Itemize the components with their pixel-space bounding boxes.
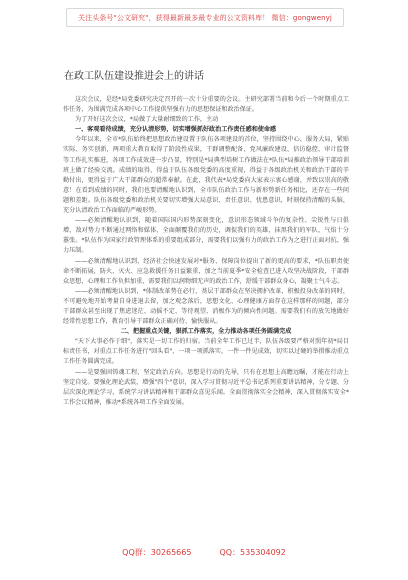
body-paragraph: ——必须清醒地认识到，*体制改革势在必行，基层干部群众在坚决拥护改革、积极投身改革的同时，不可避免地开始考量自身进退去留，加之观念落后，思想文化、心理健康方面存在这样那样的问题，部分干部群众甚至出现了焦虑迷茫、动摇不定、等待观望、消极作为的倾向性问题。需要我们有的放矢地做好经常性思想工作，教育引导干部群众正确对待、愉快服从。 <box>63 287 349 326</box>
body-paragraph: 为了开好这次会议，*局做了大量耐细致的工作，主动 <box>75 116 219 124</box>
body-paragraph: ——是要强固铸魂工程，坚定政治方向。思想是行动的先导，只有在思想上高瞻远瞩，才能在行动上坚定自觉。要强化理论武装，增强"四个"意识，深入学习贯彻习近平总书记系列重要讲话精神，分专题、分层次深化理论学习，系统学习讲话精神和干部群众喜见乐闻。全面贯彻落实全会精神，深入贯彻落实安全*工作会议精神，推动*系统各项工作全面发展。 <box>63 368 349 406</box>
body-paragraph: ——必须清醒地认识到，经济社会快速发展对*服务、保障岗位提出了新的更高的要求，*队伍职责使命不断拓展，防火、灭火、应急救援任务日益繁重，加之当前夏季*安全检查已进入攻坚决战阶段，干部群众思想，心理和工作负担加重，需要我们以润物细无声的政治工作，舒缓干部群众身心，凝聚士气斗志。 <box>63 257 349 285</box>
body-paragraph: 这次会议，是经*局党委研究决定召开的一次十分重要的会议。主研究部署当前和今后一个时期重点工作任务，为围满完成各项中心工作提供坚强有力的思想保证和政治保证。 <box>63 96 349 114</box>
document-body <box>63 95 349 535</box>
footer-contact <box>0 547 408 561</box>
promo-banner <box>66 8 344 27</box>
document-title: 在政工队伍建设推进会上的讲话 <box>64 71 204 82</box>
footer-qq: QQ：535304092 <box>219 548 286 557</box>
promo-banner-text: 关注头条号"公文研究"，获得最新最多最专业的公文资料库！ 微信：gongwenyj <box>78 13 332 22</box>
body-paragraph: "天下大事必作于细"，落实是一切工作的归宿。当前全年工作已过半，队伍各级要严格对照年初*局目标责任书，对重点工作任务进行"回头看"，一项一项抓落实，一件一件见成效，切实以过硬的举措推动重点工作任务圆满完成。 <box>63 338 349 366</box>
section-heading: 二、把握重点关键，狠抓工作落实，全力推动各项任务圆满完成 <box>120 328 292 336</box>
body-paragraph: 今年以来，全市*队伍始终把思想政治建设置于队伍各项建设的首位，坚持围绕中心、服务大局，紧贴实际、务实创新，两项重大教育取得了阶段性成果，干群调整配备、党风廉政建设、信访稳控、审计监督等工作扎实推进，各项工作成效进一步凸显，特别是*局典型培树工作做法在*队伍*局推政治领导干部培训班上做了经验交流。成绩的取得，得益于队伍各级党委的高度重视，得益于各级政治机关和政治干部的辛勤付出，更得益于广大干部群众的超常奉献。在此，我代表*局党委向大家表示衷心感谢，并致以崇高的敬意！在看到成绩的同时，我们也要清醒地认识到，全市队伍政治工作与新形势新任务相比，还存在一些问题和差距。队伍各级党委和政治机关要切实增强大局意识、责任意识、忧患意识，时刻保持清醒的头脑，充分认清政治工作面临的严峻形势。 <box>63 136 349 215</box>
section-heading: 一、客观看待成绩，充分认清形势，切实增强抓好政治工作责任感和使命感 <box>75 126 277 134</box>
footer-qq-group: QQ群：30265665 <box>122 548 192 557</box>
body-paragraph: ——必须清醒地认识到，随着国际国内形势深刻变化，意识形态领域斗争的复杂性、尖锐性与日俱增，敌对势力不断通过网络和媒体，全面颠覆我们的历史，调侃我们的英雄，抹黑我们的军队，气焰十分嚣张。*队伍作为国家行政管理体系的重要组成部分，需要我们以强有力的政治工作为之进行正面对抗、强力压制。 <box>63 217 349 255</box>
